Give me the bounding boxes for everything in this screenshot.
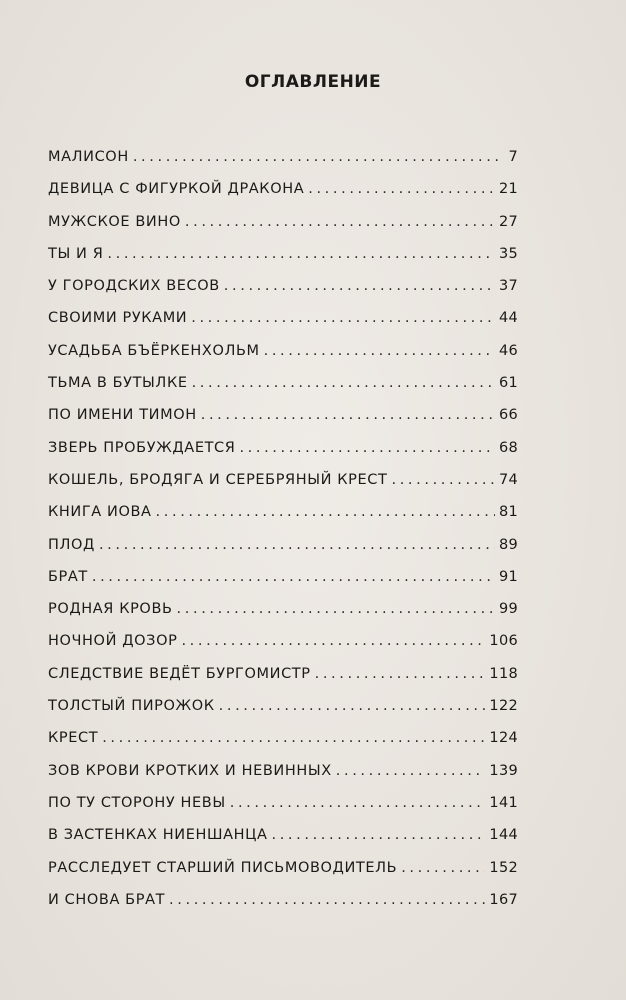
page-title: ОГЛАВЛЕНИЕ xyxy=(244,72,382,92)
toc-entry-title: В ЗАСТЕНКАХ НИЕНШАНЦА xyxy=(48,827,268,844)
toc-entry-title: РОДНАЯ КРОВЬ xyxy=(48,601,173,618)
toc-entry-page: 89 xyxy=(498,536,518,553)
dot-leader xyxy=(133,149,505,165)
toc-entry-page: 44 xyxy=(498,310,518,327)
dot-leader xyxy=(272,827,486,843)
toc-entry-page: 91 xyxy=(498,568,518,585)
toc-entry-page: 118 xyxy=(489,665,518,682)
dot-leader xyxy=(181,633,485,649)
dot-leader xyxy=(169,892,485,908)
toc-entry-page: 99 xyxy=(498,601,518,618)
dot-leader xyxy=(230,795,486,811)
toc-entry-page: 68 xyxy=(498,439,518,456)
dot-leader xyxy=(191,310,495,326)
toc-entry-title: УСАДЬБА БЪЁРКЕНХОЛЬМ xyxy=(48,342,260,359)
dot-leader xyxy=(92,569,495,585)
dot-leader xyxy=(264,343,495,359)
dot-leader xyxy=(239,440,495,456)
toc-entry xyxy=(48,440,518,472)
toc-entry-page: 81 xyxy=(498,504,518,521)
toc-entry xyxy=(48,795,518,827)
dot-leader xyxy=(308,181,495,197)
dot-leader xyxy=(192,375,495,391)
toc-entry-title: ЗВЕРЬ ПРОБУЖДАЕТСЯ xyxy=(48,439,236,456)
toc-entry-page: 122 xyxy=(489,698,518,715)
toc-entry xyxy=(48,633,518,665)
toc-entry-page: 141 xyxy=(489,794,518,811)
dot-leader xyxy=(391,472,494,488)
toc-entry xyxy=(48,892,518,924)
toc-entry-page: 46 xyxy=(498,342,518,359)
toc-entry-page: 35 xyxy=(498,245,518,262)
dot-leader xyxy=(315,666,486,682)
toc-entry xyxy=(48,569,518,601)
toc-entry-page: 21 xyxy=(498,181,518,198)
toc-entry-page: 27 xyxy=(498,213,518,230)
toc-entry xyxy=(48,149,518,181)
toc-entry-title: СЛЕДСТВИЕ ВЕДЁТ БУРГОМИСТР xyxy=(48,665,311,682)
dot-leader xyxy=(201,407,495,423)
dot-leader xyxy=(185,214,495,230)
toc-entry-title: ПО ИМЕНИ ТИМОН xyxy=(48,407,197,424)
toc-entry-title: БРАТ xyxy=(48,568,88,585)
toc-entry xyxy=(48,860,518,892)
toc-entry-title: МУЖСКОЕ ВИНО xyxy=(48,213,181,230)
toc-entry-page: 144 xyxy=(489,827,518,844)
dot-leader xyxy=(156,504,495,520)
toc-entry xyxy=(48,698,518,730)
toc-entry xyxy=(48,278,518,310)
toc-entry-page: 106 xyxy=(489,633,518,650)
toc-entry-title: КОШЕЛЬ, БРОДЯГА И СЕРЕБРЯНЫЙ КРЕСТ xyxy=(48,471,388,488)
toc-entry-title: У ГОРОДСКИХ ВЕСОВ xyxy=(48,278,220,295)
toc-entry xyxy=(48,214,518,246)
toc-entry xyxy=(48,601,518,633)
dot-leader xyxy=(224,278,495,294)
toc-entry-page: 152 xyxy=(489,859,518,876)
toc-entry-title: РАССЛЕДУЕТ СТАРШИЙ ПИСЬМОВОДИТЕЛЬ xyxy=(48,859,398,876)
toc-entry-title: ТОЛСТЫЙ ПИРОЖОК xyxy=(48,698,215,715)
toc-entry xyxy=(48,763,518,795)
toc-entry-page: 37 xyxy=(498,278,518,295)
toc-entry-title: МАЛИСОН xyxy=(48,149,129,165)
toc-entry-title: ЗОВ КРОВИ КРОТКИХ И НЕВИННЫХ xyxy=(48,762,332,779)
toc-entry-page: 139 xyxy=(489,762,518,779)
table-of-contents xyxy=(48,149,518,924)
toc-entry-title: СВОИМИ РУКАМИ xyxy=(48,310,188,327)
dot-leader xyxy=(219,698,486,714)
toc-entry xyxy=(48,310,518,342)
toc-entry xyxy=(48,181,518,213)
toc-entry-title: ПО ТУ СТОРОНУ НЕВЫ xyxy=(48,794,226,811)
toc-entry xyxy=(48,343,518,375)
toc-entry-page: 61 xyxy=(498,375,518,392)
toc-entry xyxy=(48,375,518,407)
toc-entry-title: И СНОВА БРАТ xyxy=(48,891,166,908)
dot-leader xyxy=(99,537,495,553)
toc-entry-page: 7 xyxy=(508,149,518,165)
toc-entry-title: КРЕСТ xyxy=(48,730,99,747)
toc-entry-title: ДЕВИЦА С ФИГУРКОЙ ДРАКОНА xyxy=(48,181,305,198)
toc-entry-page: 167 xyxy=(489,891,518,908)
toc-entry xyxy=(48,537,518,569)
toc-entry xyxy=(48,407,518,439)
dot-leader xyxy=(401,860,485,876)
dot-leader xyxy=(107,246,495,262)
toc-entry xyxy=(48,730,518,762)
toc-entry xyxy=(48,827,518,859)
dot-leader xyxy=(102,730,485,746)
toc-entry-title: КНИГА ИОВА xyxy=(48,504,152,521)
toc-entry-title: ТЬМА В БУТЫЛКЕ xyxy=(48,375,188,392)
toc-entry-title: НОЧНОЙ ДОЗОР xyxy=(48,633,178,650)
toc-entry xyxy=(48,504,518,536)
dot-leader xyxy=(336,763,486,779)
toc-entry-page: 66 xyxy=(498,407,518,424)
toc-entry xyxy=(48,246,518,278)
toc-entry xyxy=(48,666,518,698)
toc-entry-page: 124 xyxy=(489,730,518,747)
toc-entry-title: ПЛОД xyxy=(48,536,95,553)
dot-leader xyxy=(177,601,495,617)
toc-entry-title: ТЫ И Я xyxy=(48,245,104,262)
toc-entry xyxy=(48,472,518,504)
toc-entry-page: 74 xyxy=(498,471,518,488)
